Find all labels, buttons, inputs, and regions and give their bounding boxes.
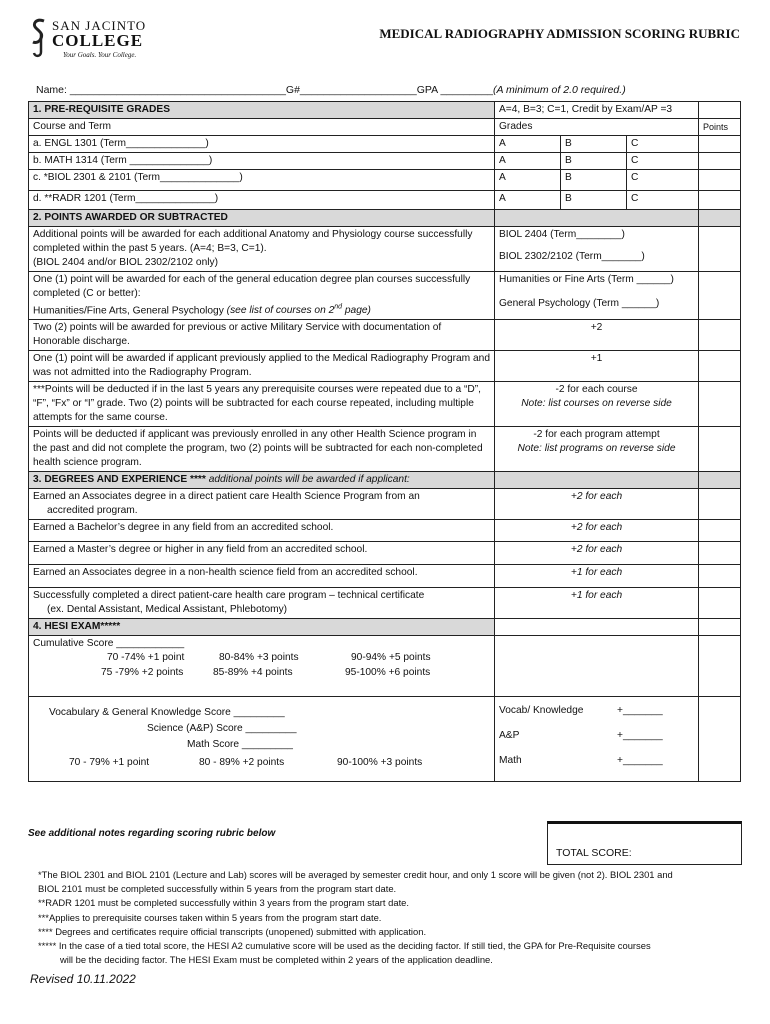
section-heading-degrees: 3. DEGREES AND EXPERIENCE **** additional points will be awarded if applicant:: [29, 472, 495, 489]
cumulative-scale: [33, 651, 490, 695]
section-heading-points: 2. POINTS AWARDED OR SUBTRACTED: [29, 210, 495, 227]
degree-points: +2 for each: [495, 520, 699, 542]
col-header-course: Course and Term: [29, 119, 495, 136]
degrees-heading-note: additional points will be awarded if applicant:: [208, 474, 410, 486]
scale-75-79: 75 -79% +2 points: [101, 667, 184, 679]
math-label: Math: [499, 755, 522, 767]
points-cell[interactable]: [699, 697, 741, 782]
scale-70-74: 70 -74% +1 point: [107, 652, 185, 664]
anatomy-text-2: (BIOL 2404 and/or BIOL 2302/2102 only): [33, 257, 219, 268]
hesi-cumulative: [29, 636, 495, 697]
degree-criterion: Earned a Bachelor’s degree in any field from an accredited school.: [29, 520, 495, 542]
college-tagline: Your Goals. Your College.: [63, 51, 137, 59]
grade-c-option[interactable]: C: [627, 153, 699, 170]
scale-80-84: 80-84% +3 points: [219, 652, 299, 664]
points-cell[interactable]: [699, 136, 741, 153]
repeat-criterion: ***Points will be deducted if in the last 5 years any prerequisite courses were repeated due to a “D”, “F”, “Fx” or “I” grade. Two (2) points will be subtracted for each course repeated, including multiple attempts for the same course.: [29, 382, 495, 427]
grade-b-option[interactable]: B: [561, 191, 627, 210]
applied-points: +1: [495, 351, 699, 382]
applied-criterion: One (1) point will be awarded if applicant previously applied to the Medical Radiography Program and was not admitted into the Radiography Program.: [29, 351, 495, 382]
footnote: BIOL 2101 must be completed successfully within 5 years from the program start date.: [38, 883, 397, 895]
table-row: [29, 520, 741, 542]
health-points-value: -2 for each program attempt: [533, 429, 660, 441]
degree-criterion: Earned an Associates degree in a non-health science field from an accredited school.: [29, 565, 495, 588]
vocab-score-field[interactable]: Vocabulary & General Knowledge Score _________: [49, 707, 285, 719]
table-row: [29, 588, 741, 619]
section-heading-hesi: 4. HESI EXAM*****: [29, 619, 495, 636]
health-criterion: Points will be deducted if applicant was previously enrolled in any other Health Science program in the past and did not complete the program, two (2) points will be subtracted for each non-completed health science program.: [29, 427, 495, 472]
degree-points: +2 for each: [495, 489, 699, 520]
points-cell[interactable]: [699, 588, 741, 619]
blank-cell: [495, 619, 699, 636]
table-row: [29, 351, 741, 382]
table-row: [29, 382, 741, 427]
gen-ed-text: One (1) point will be awarded for each of the general education degree plan courses successfully completed (C or better):: [33, 274, 471, 299]
points-cell[interactable]: [699, 520, 741, 542]
table-row: [29, 619, 741, 636]
table-row: [29, 153, 741, 170]
table-row: [29, 636, 741, 697]
math-entry[interactable]: +_______: [617, 755, 663, 767]
military-points: +2: [495, 320, 699, 351]
col-header-grades: Grades: [495, 119, 699, 136]
points-cell[interactable]: [699, 542, 741, 565]
table-row: [29, 697, 741, 782]
college-name-line1: SAN JACINTO: [52, 18, 147, 33]
degree-criterion: Successfully completed a direct patient-care health care program – technical certificate (ex. Dental Assistant, Medical Assistant, Phlebotomy): [29, 588, 495, 619]
course-radr: d. **RADR 1201 (Term______________): [29, 191, 495, 210]
gen-ed-entry-1[interactable]: Humanities or Fine Arts (Term ______): [499, 274, 674, 285]
footnote: ***Applies to prerequisite courses taken within 5 years from the program start date.: [38, 911, 382, 923]
grade-a-option[interactable]: A: [495, 136, 561, 153]
ap-entry[interactable]: +_______: [617, 730, 663, 742]
points-cell[interactable]: [699, 565, 741, 588]
grade-scale: A=4, B=3; C=1, Credit by Exam/AP =3: [495, 102, 699, 119]
blank-cell: [699, 102, 741, 119]
total-score-box[interactable]: [547, 821, 742, 865]
points-cell[interactable]: [699, 351, 741, 382]
sub-scale-70-79: 70 - 79% +1 point: [69, 757, 150, 769]
blank-cell: [699, 619, 741, 636]
cumulative-score-field[interactable]: Cumulative Score ____________: [33, 638, 185, 650]
degree-points: +2 for each: [495, 542, 699, 565]
subscore-entries: [495, 697, 699, 782]
health-points-note: Note: list programs on reverse side: [517, 443, 676, 455]
points-cell[interactable]: [699, 427, 741, 472]
table-row: [29, 119, 741, 136]
anatomy-entry-1[interactable]: BIOL 2404 (Term________): [499, 229, 625, 240]
degree-points: +1 for each: [495, 588, 699, 619]
military-criterion: Two (2) points will be awarded for previous or active Military Service with documentation of Honorable discharge.: [29, 320, 495, 351]
grade-c-option[interactable]: C: [627, 170, 699, 191]
grade-a-option[interactable]: A: [495, 191, 561, 210]
sub-scale-90-100: 90-100% +3 points: [337, 757, 423, 769]
science-score-field[interactable]: Science (A&P) Score _________: [147, 723, 297, 735]
grade-c-option[interactable]: C: [627, 136, 699, 153]
footnote: ***** In the case of a tied total score, the HESI A2 cumulative score will be used as the deciding factor. If still tied, the GPA for Pre-Requisite courses: [38, 940, 651, 952]
points-cell[interactable]: [699, 489, 741, 520]
table-row: [29, 472, 741, 489]
grade-a-option[interactable]: A: [495, 153, 561, 170]
gray-cell: [699, 472, 741, 489]
sub-scale-80-89: 80 - 89% +2 points: [199, 757, 285, 769]
table-row: [29, 210, 741, 227]
revision-date: Revised 10.11.2022: [30, 972, 136, 986]
repeat-points-value: -2 for each course: [555, 384, 638, 396]
table-row: [29, 320, 741, 351]
subscore-block: [33, 698, 490, 780]
repeat-points-note: Note: list courses on reverse side: [521, 398, 672, 410]
gray-cell: [699, 210, 741, 227]
name-field[interactable]: Name: _____________________________________: [36, 84, 286, 96]
anatomy-criterion: [29, 227, 495, 272]
college-logo: [30, 18, 150, 62]
ap-label: A&P: [499, 730, 520, 742]
points-cell[interactable]: [699, 153, 741, 170]
footnote: **RADR 1201 must be completed successfully within 3 years from the program start date.: [38, 897, 409, 909]
gpa-field[interactable]: GPA _________: [416, 84, 494, 96]
grade-a-option[interactable]: A: [495, 170, 561, 191]
table-row: [29, 170, 741, 191]
anatomy-entry-2[interactable]: BIOL 2302/2102 (Term_______): [499, 251, 645, 262]
vocab-label: Vocab/ Knowledge: [499, 705, 584, 717]
scale-90-94: 90-94% +5 points: [351, 652, 431, 664]
course-engl: a. ENGL 1301 (Term______________): [29, 136, 495, 153]
table-row: [29, 272, 741, 320]
gen-ed-entry-2[interactable]: General Psychology (Term ______): [499, 298, 660, 309]
grade-b-option[interactable]: B: [561, 153, 627, 170]
see-notes-label: See additional notes regarding scoring rubric below: [28, 828, 276, 839]
hesi-subscores: [29, 697, 495, 782]
table-row: [29, 102, 741, 119]
scale-95-100: 95-100% +6 points: [345, 667, 431, 679]
points-cell[interactable]: [699, 382, 741, 427]
table-row: [29, 136, 741, 153]
scoring-rubric-table: [28, 101, 741, 782]
scale-85-89: 85-89% +4 points: [213, 667, 293, 679]
gen-ed-text-2: Humanities/Fine Arts, General Psychology: [33, 305, 224, 317]
gen-ed-criterion: [29, 272, 495, 320]
footnote: *The BIOL 2301 and BIOL 2101 (Lecture and Lab) scores will be averaged by semester credit hour, and only 1 score will be given (not 2). BIOL 2301 and: [38, 869, 673, 880]
course-biol: c. *BIOL 2301 & 2101 (Term______________): [29, 170, 495, 191]
degree-criterion: Earned a Master’s degree or higher in any field from an accredited school.: [29, 542, 495, 565]
points-cell[interactable]: [699, 272, 741, 320]
table-row: [29, 489, 741, 520]
math-score-field[interactable]: Math Score _________: [187, 739, 293, 751]
grade-b-option[interactable]: B: [561, 170, 627, 191]
gray-cell: [495, 210, 699, 227]
points-cell[interactable]: [699, 320, 741, 351]
college-logo-mark-icon: [30, 18, 48, 58]
footnote: will be the deciding factor. The HESI Exam must be completed within 2 years of the application deadline.: [60, 954, 493, 966]
grade-b-option[interactable]: B: [561, 136, 627, 153]
footnotes: [38, 868, 738, 967]
total-score-label: TOTAL SCORE:: [556, 847, 632, 859]
college-name-line2: COLLEGE: [52, 31, 144, 50]
gen-ed-entries: [495, 272, 699, 320]
vocab-entry[interactable]: +_______: [617, 705, 663, 717]
applicant-info-line: [36, 84, 626, 96]
points-cell[interactable]: [699, 227, 741, 272]
g-number-field[interactable]: G#____________________: [285, 84, 417, 96]
gen-ed-note: (see list of courses on 2nd page): [226, 304, 371, 317]
gpa-note: (A minimum of 2.0 required.): [493, 84, 626, 96]
anatomy-text: Additional points will be awarded for each additional Anatomy and Physiology course successfully completed within the past 5 years. (A=4; B=3, C=1).: [33, 229, 473, 254]
document-title: MEDICAL RADIOGRAPHY ADMISSION SCORING RUBRIC: [379, 26, 740, 41]
table-row: [29, 427, 741, 472]
points-cell[interactable]: [699, 170, 741, 191]
repeat-points: [495, 382, 699, 427]
section-heading-prereq: 1. PRE-REQUISITE GRADES: [29, 102, 495, 119]
table-row: [29, 542, 741, 565]
col-header-points: Points: [699, 119, 741, 136]
degree-criterion: Earned an Associates degree in a direct patient care Health Science Program from an accredited program.: [29, 489, 495, 520]
blank-cell: [495, 636, 699, 697]
footnote: **** Degrees and certificates require official transcripts (unopened) submitted with application.: [38, 925, 427, 937]
table-row: [29, 565, 741, 588]
health-points: [495, 427, 699, 472]
table-row: [29, 227, 741, 272]
table-row: [29, 191, 741, 210]
anatomy-entries: [495, 227, 699, 272]
points-cell[interactable]: [699, 636, 741, 697]
points-cell[interactable]: [699, 191, 741, 210]
degree-points: +1 for each: [495, 565, 699, 588]
course-math: b. MATH 1314 (Term ______________): [29, 153, 495, 170]
gray-cell: [495, 472, 699, 489]
grade-c-option[interactable]: C: [627, 191, 699, 210]
